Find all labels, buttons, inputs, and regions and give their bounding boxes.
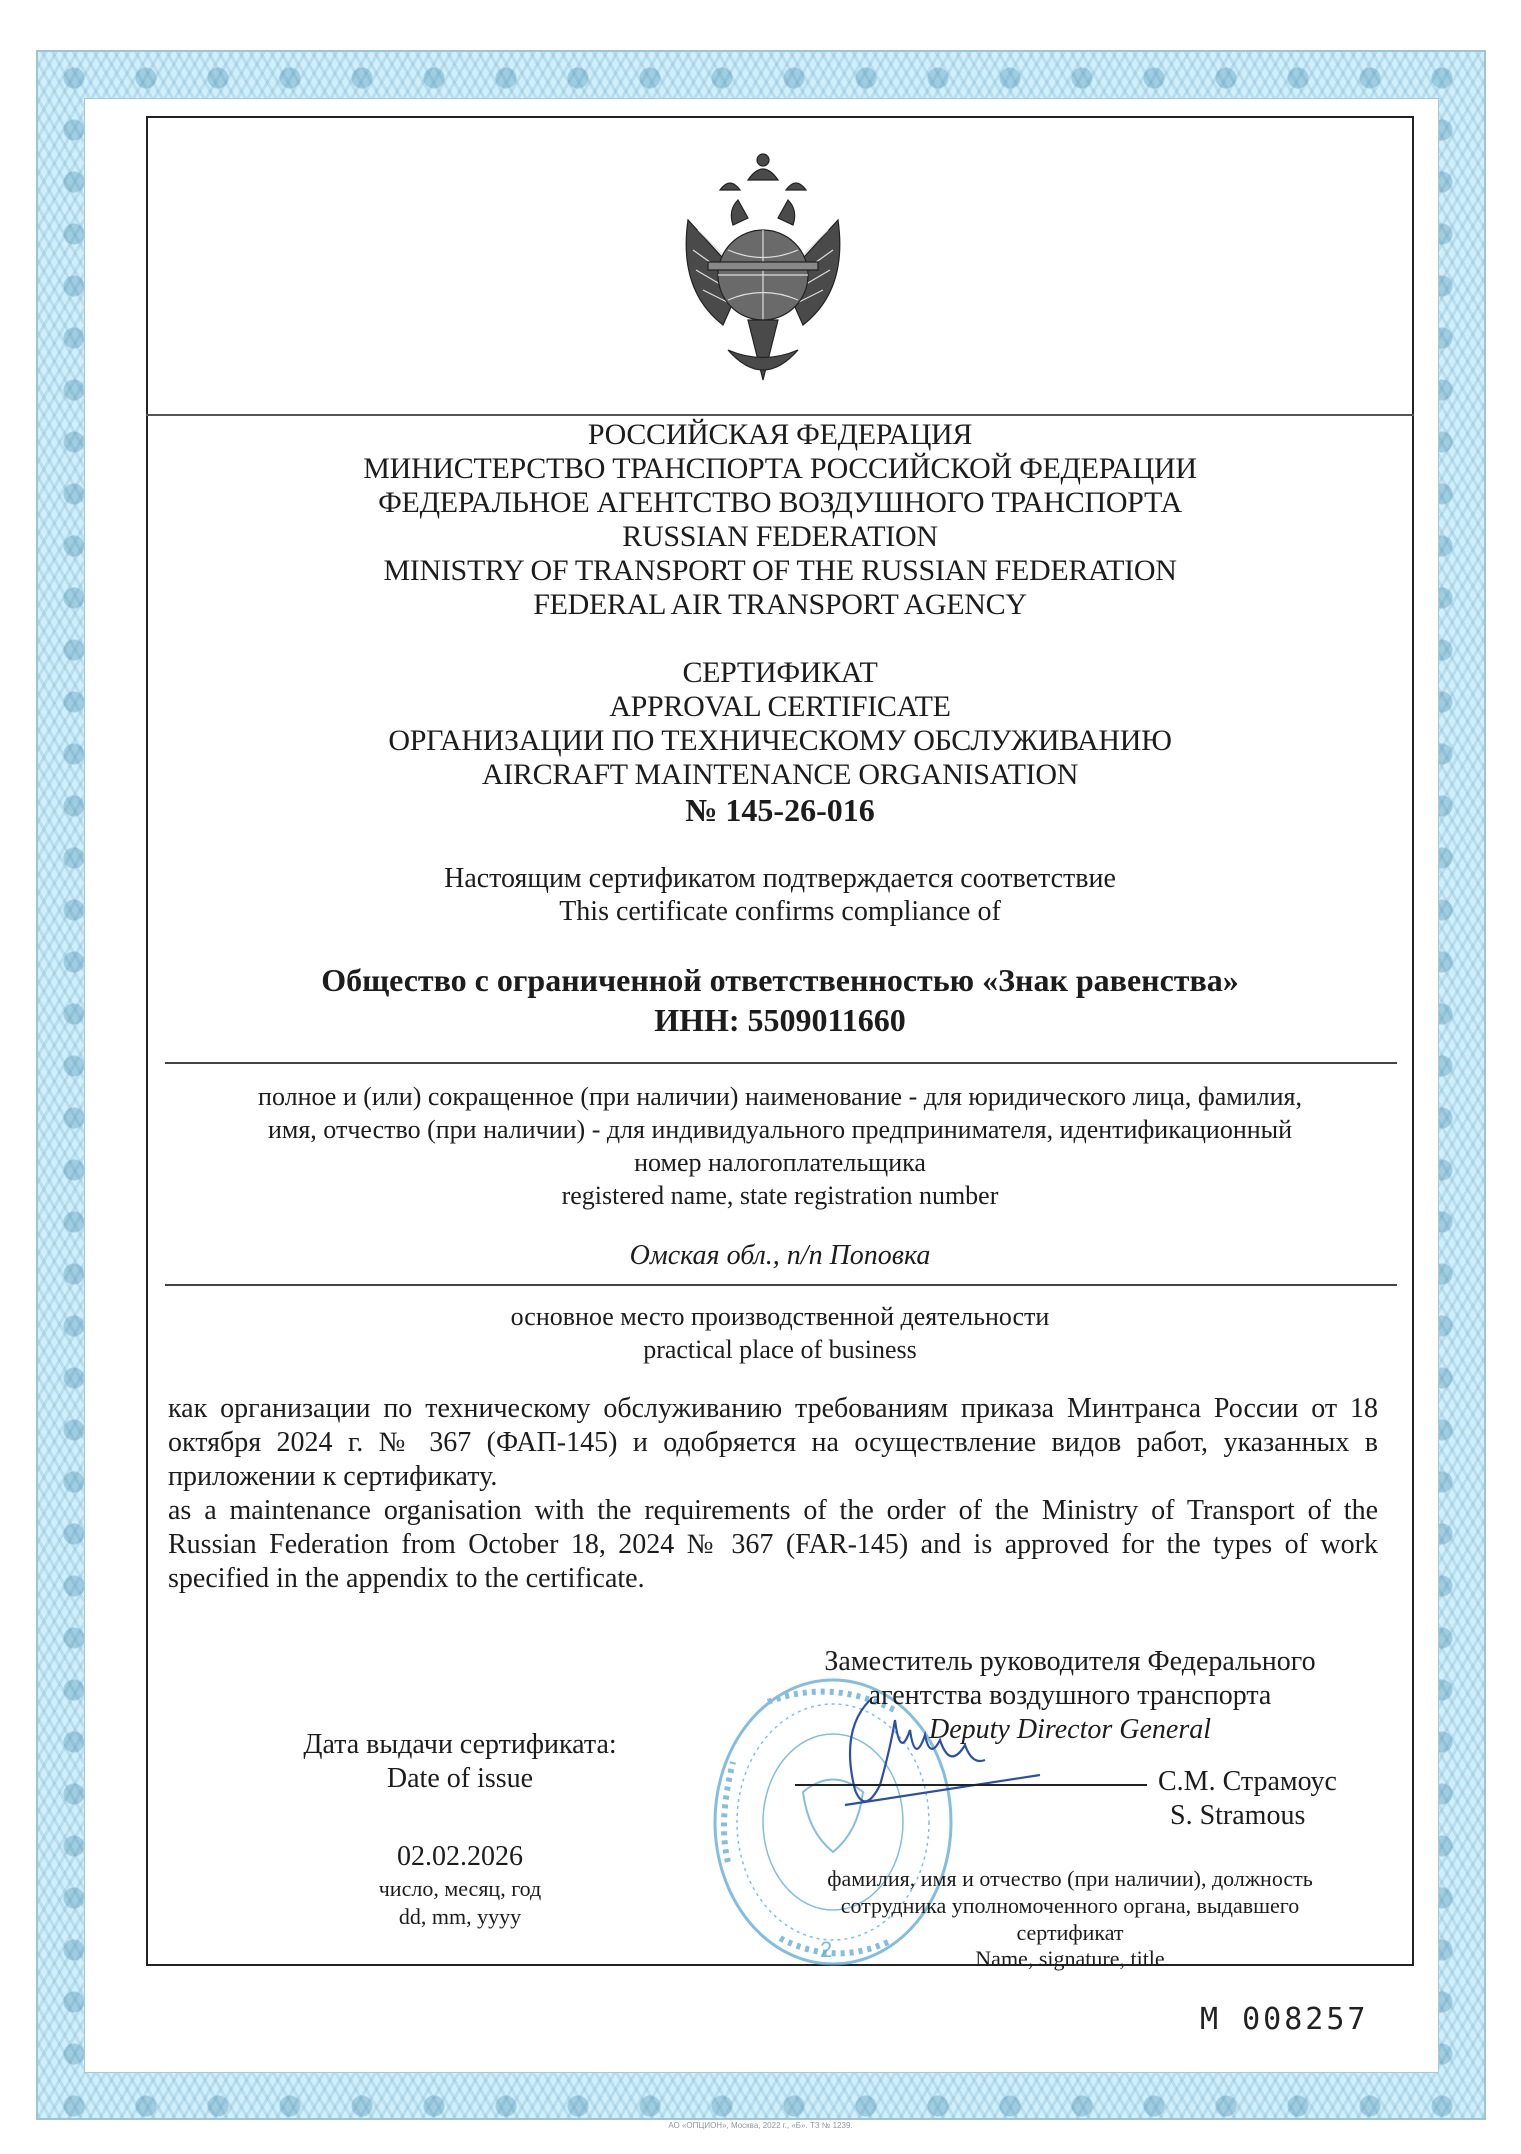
signatory-title-ru-1: Заместитель руководителя Федерального — [824, 1646, 1316, 1677]
header-en-3: FEDERAL AIR TRANSPORT AGENCY — [533, 588, 1027, 621]
place-of-business: Омская обл., п/п Поповка — [629, 1240, 931, 1271]
signature-line — [795, 1784, 1147, 1786]
place-caption-ru: основное место производственной деятельности — [510, 1302, 1050, 1331]
organization-caption-en: registered name, state registration number — [561, 1181, 999, 1210]
signatory-title-en: Deputy Director General — [929, 1714, 1211, 1745]
header-ru-3: ФЕДЕРАЛЬНОЕ АГЕНТСТВО ВОЗДУШНОГО ТРАНСПОРТА — [378, 486, 1182, 519]
organization-name: Общество с ограниченной ответственностью «Знак равенства» — [321, 962, 1239, 998]
confirmation-en: This certificate confirms compliance of — [559, 896, 1001, 927]
signatory-name-en: S. Stramous — [1170, 1800, 1306, 1831]
certificate-number: № 145-26-016 — [685, 792, 875, 828]
signatory-title-ru-2: агентства воздушного транспорта — [868, 1680, 1272, 1711]
place-caption-en: practical place of business — [643, 1335, 917, 1364]
header-en-1: RUSSIAN FEDERATION — [622, 520, 938, 553]
organization-caption-ru-3: номер налогоплательщика — [634, 1148, 926, 1177]
signatory-caption-ru-1: фамилия, имя и отчество (при наличии), должность — [827, 1866, 1313, 1891]
printer-imprint: АО «ОПЦИОН», Москва, 2022 г., «Б». ТЗ № 1239. — [668, 2121, 853, 2130]
organization-caption-ru-1: полное и (или) сокращенное (при наличии) наименование - для юридического лица, фамилия, — [258, 1082, 1302, 1111]
handwritten-signature-icon — [800, 1690, 1100, 1820]
signatory-name-ru: С.М. Страмоус — [1158, 1766, 1337, 1797]
emblem-divider — [146, 414, 1414, 416]
signatory-caption-ru-3: сертификат — [1016, 1920, 1124, 1945]
place-underline — [165, 1284, 1397, 1286]
organization-caption-ru-2: имя, отчество (при наличии) - для индивидуального предпринимателя, идентификационный — [267, 1115, 1293, 1144]
organization-underline — [165, 1062, 1397, 1064]
certificate-title-en: APPROVAL CERTIFICATE — [609, 690, 951, 723]
certificate-title-ru: СЕРТИФИКАТ — [682, 656, 878, 689]
approval-statement — [168, 1392, 1378, 1596]
issue-date-format-en: dd, mm, yyyy — [398, 1904, 522, 1929]
double-headed-eagle-emblem-icon — [668, 150, 858, 390]
issue-label-en: Date of issue — [386, 1763, 534, 1794]
issue-date: 02.02.2026 — [397, 1841, 523, 1872]
certificate-subtitle-en: AIRCRAFT MAINTENANCE ORGANISATION — [481, 758, 1079, 791]
svg-text:2: 2 — [820, 1937, 833, 1962]
header-en-2: MINISTRY OF TRANSPORT OF THE RUSSIAN FEDERATION — [383, 554, 1177, 587]
issue-date-format-ru: число, месяц, год — [378, 1876, 542, 1901]
issue-label-ru: Дата выдачи сертификата: — [303, 1729, 617, 1760]
signatory-caption-en: Name, signature, title — [975, 1946, 1165, 1971]
confirmation-ru: Настоящим сертификатом подтверждается соответствие — [444, 863, 1116, 894]
serial-number: М 008257 — [1200, 2002, 1369, 2037]
signatory-caption-ru-2: сотрудника уполномоченного органа, выдавшего — [840, 1893, 1300, 1918]
approval-statement-ru: как организации по техническому обслуживанию требованиям приказа Минтранса России от 18 октября 2024 г. № 367 (ФАП-145) и одобряется на осуществление видов работ, указанных в приложении к сертификату. — [168, 1393, 1378, 1492]
header-ru-1: РОССИЙСКАЯ ФЕДЕРАЦИЯ — [587, 418, 973, 451]
organization-inn: ИНН: 5509011660 — [654, 1002, 906, 1038]
approval-statement-en: as a maintenance organisation with the requirements of the order of the Ministry of Transport of the Russian Federation from October 18, 2024 № 367 (FAR-145) and is approved for the types of work specified in the appendix to the certificate. — [168, 1495, 1378, 1594]
header-ru-2: МИНИСТЕРСТВО ТРАНСПОРТА РОССИЙСКОЙ ФЕДЕРАЦИИ — [363, 452, 1197, 485]
certificate-subtitle-ru: ОРГАНИЗАЦИИ ПО ТЕХНИЧЕСКОМУ ОБСЛУЖИВАНИЮ — [388, 724, 1172, 757]
